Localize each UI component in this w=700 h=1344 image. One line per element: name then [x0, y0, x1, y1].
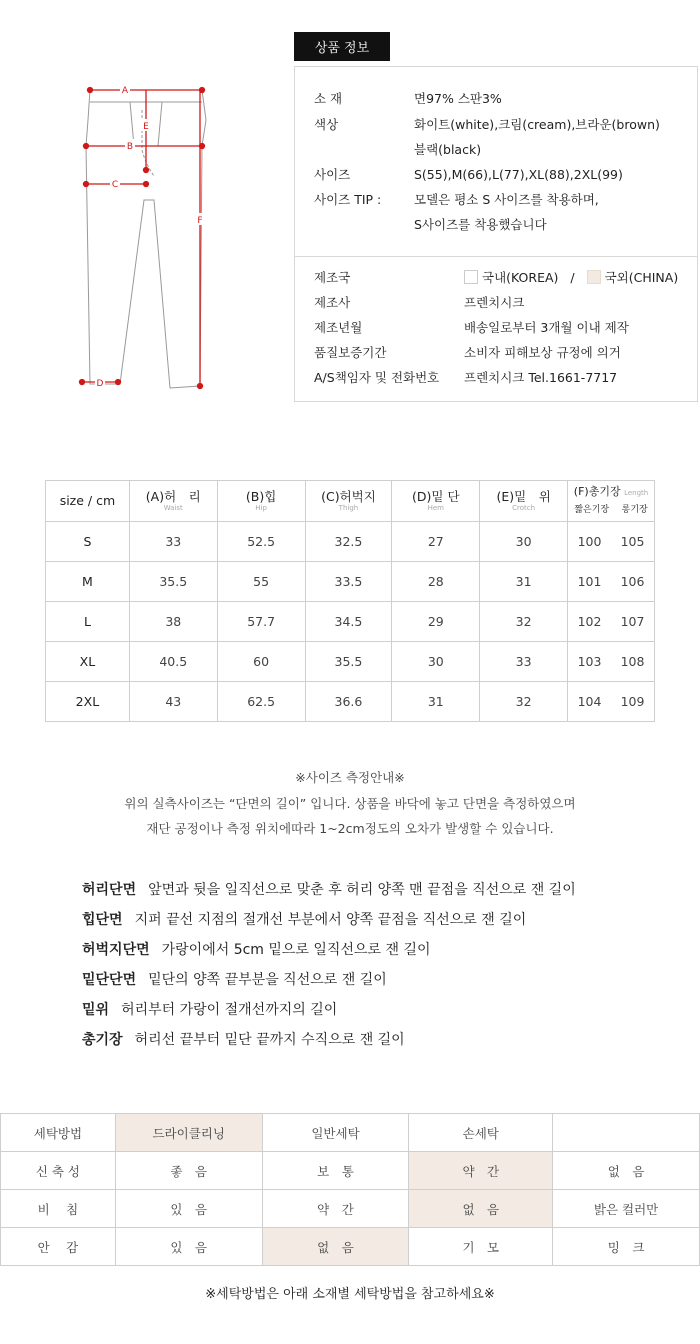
date-label: 제조년월 — [314, 320, 363, 335]
size-row — [46, 642, 655, 682]
size-cell: 62.5 — [217, 682, 305, 722]
wash-table — [0, 1113, 700, 1266]
header-thigh: (C)허벅지 Thigh — [305, 481, 392, 522]
size-cell: 33 — [129, 522, 217, 562]
material-label: 소 재 — [314, 91, 343, 106]
size-cell: 34.5 — [305, 602, 392, 642]
size-tip-label: 사이즈 TIP : — [314, 192, 382, 207]
size-cell: 28 — [392, 562, 480, 602]
notes-line-2: 재단 공정이나 측정 위치에따라 1~2cm정도의 오차가 발생할 수 있습니다. — [146, 821, 554, 836]
definition-hem: 밑단단면 밑단의 양쪽 끝부분을 직선으로 잰 길이 — [82, 972, 387, 988]
as-label: A/S책임자 및 전화번호 — [314, 370, 440, 385]
size-cell: 29 — [392, 602, 480, 642]
size-cell: 32 — [480, 602, 568, 642]
definition-crotch: 밑위 허리부터 가랑이 절개선까지의 길이 — [82, 1002, 338, 1018]
size-row-label: M — [46, 562, 130, 602]
size-cell: 52.5 — [217, 522, 305, 562]
label-c: C — [111, 180, 119, 190]
wash-footer: ※세탁방법은 아래 소재별 세탁방법을 참고하세요※ — [205, 1287, 495, 1302]
wash-cell: 약 간 — [262, 1190, 409, 1228]
wash-row-stretch — [1, 1152, 700, 1190]
origin-label: 제조국 — [314, 270, 351, 285]
wash-cell: 기 모 — [409, 1228, 553, 1266]
definition-hip: 힙단면 지퍼 끝선 지점의 절개선 부분에서 양쪽 끝점을 직선으로 잰 길이 — [82, 912, 527, 928]
size-cell: 35.5 — [129, 562, 217, 602]
size-cell: 27 — [392, 522, 480, 562]
maker-label: 제조사 — [314, 295, 351, 310]
wash-cell: 안 감 — [1, 1228, 116, 1266]
size-row — [46, 602, 655, 642]
info-divider — [294, 256, 698, 257]
wash-cell: 있 음 — [115, 1228, 262, 1266]
size-row — [46, 522, 655, 562]
size-cell: 31 — [392, 682, 480, 722]
size-cell-length: 103 108 — [568, 642, 655, 682]
wash-cell: 밍 크 — [553, 1228, 700, 1266]
size-cell: 43 — [129, 682, 217, 722]
size-table — [45, 480, 655, 722]
size-row-label: L — [46, 602, 130, 642]
size-cell: 40.5 — [129, 642, 217, 682]
size-cell: 60 — [217, 642, 305, 682]
size-cell: 33 — [480, 642, 568, 682]
wash-cell: 약 간 — [409, 1152, 553, 1190]
wash-header-normal: 일반세탁 — [262, 1114, 409, 1152]
wash-header-empty — [553, 1114, 700, 1152]
color-value: 화이트(white),크림(cream),브라운(brown) — [414, 117, 660, 132]
size-tip-value: 모델은 평소 S 사이즈를 착용하며, — [414, 192, 599, 207]
origin-sep: / — [570, 270, 575, 285]
notes-title: ※사이즈 측정안내※ — [295, 770, 405, 785]
size-cell: 30 — [480, 522, 568, 562]
wash-cell: 밝은 컬러만 — [553, 1190, 700, 1228]
header-crotch: (E)밑 위 Crotch — [480, 481, 568, 522]
size-row — [46, 682, 655, 722]
label-a: A — [121, 86, 129, 96]
header-length: (F)총기장 Length 짧은기장 롱기장 — [568, 481, 655, 522]
header-hip: (B)힙 Hip — [217, 481, 305, 522]
date-value: 배송일로부터 3개월 이내 제작 — [464, 320, 629, 335]
wash-cell: 비 침 — [1, 1190, 116, 1228]
size-cell: 38 — [129, 602, 217, 642]
size-cell: 35.5 — [305, 642, 392, 682]
size-cell-length: 101 106 — [568, 562, 655, 602]
product-info-tag: 상품 정보 — [294, 32, 390, 61]
size-row-label: 2XL — [46, 682, 130, 722]
header-size: size / cm — [46, 481, 130, 522]
size-tip-value-2: S사이즈를 착용했습니다 — [414, 217, 547, 232]
wash-cell: 신 축 성 — [1, 1152, 116, 1190]
size-cell-length: 100 105 — [568, 522, 655, 562]
label-b: B — [126, 142, 134, 152]
origin-korea: 국내(KOREA) — [482, 270, 559, 285]
wash-cell: 좋 음 — [115, 1152, 262, 1190]
size-cell: 30 — [392, 642, 480, 682]
wash-header-method: 세탁방법 — [1, 1114, 116, 1152]
size-cell: 36.6 — [305, 682, 392, 722]
origin-china: 국외(CHINA) — [604, 270, 679, 285]
china-checkbox — [587, 270, 601, 284]
material-value: 면97% 스판3% — [414, 91, 502, 106]
color-label: 색상 — [314, 117, 339, 132]
label-e: E — [143, 122, 149, 132]
definition-length: 총기장 허리선 끝부터 밑단 끝까지 수직으로 잰 길이 — [82, 1032, 405, 1048]
size-cell: 32 — [480, 682, 568, 722]
header-hem: (D)밑 단 Hem — [392, 481, 480, 522]
wash-header-hand: 손세탁 — [409, 1114, 553, 1152]
wash-cell: 있 음 — [115, 1190, 262, 1228]
wash-cell: 없 음 — [262, 1228, 409, 1266]
wash-row-sheer — [1, 1190, 700, 1228]
color-value-2: 블랙(black) — [414, 142, 482, 157]
wash-cell: 없 음 — [553, 1152, 700, 1190]
notes-line-1: 위의 실측사이즈는 “단면의 길이” 입니다. 상품을 바닥에 놓고 단면을 측정하였으며 — [124, 796, 576, 811]
size-label: 사이즈 — [314, 167, 351, 182]
label-f: F — [197, 216, 203, 226]
definition-waist: 허리단면 앞면과 뒷을 일직선으로 맞춘 후 허리 양쪽 맨 끝점을 직선으로 잰 길이 — [82, 882, 576, 898]
size-cell-length: 102 107 — [568, 602, 655, 642]
pants-diagram — [70, 80, 220, 400]
size-row-label: XL — [46, 642, 130, 682]
size-cell-length: 104 109 — [568, 682, 655, 722]
wash-cell: 없 음 — [409, 1190, 553, 1228]
maker-value: 프렌치시크 — [464, 295, 525, 310]
korea-checkbox — [464, 270, 478, 284]
wash-row-lining — [1, 1228, 700, 1266]
warranty-label: 품질보증기간 — [314, 345, 387, 360]
header-waist: (A)허 리 Waist — [129, 481, 217, 522]
size-table-header — [46, 481, 655, 522]
as-value: 프렌치시크 Tel.1661-7717 — [464, 370, 618, 385]
wash-header — [1, 1114, 700, 1152]
definition-thigh: 허벅지단면 가랑이에서 5cm 밑으로 일직선으로 잰 길이 — [82, 942, 431, 958]
size-row — [46, 562, 655, 602]
label-d: D — [96, 379, 104, 389]
size-row-label: S — [46, 522, 130, 562]
size-cell: 31 — [480, 562, 568, 602]
wash-header-dry: 드라이클리닝 — [115, 1114, 262, 1152]
wash-cell: 보 통 — [262, 1152, 409, 1190]
size-cell: 32.5 — [305, 522, 392, 562]
size-cell: 57.7 — [217, 602, 305, 642]
size-cell: 55 — [217, 562, 305, 602]
size-cell: 33.5 — [305, 562, 392, 602]
warranty-value: 소비자 피해보상 규정에 의거 — [464, 345, 621, 360]
size-value: S(55),M(66),L(77),XL(88),2XL(99) — [414, 167, 623, 182]
origin-options — [464, 270, 678, 286]
